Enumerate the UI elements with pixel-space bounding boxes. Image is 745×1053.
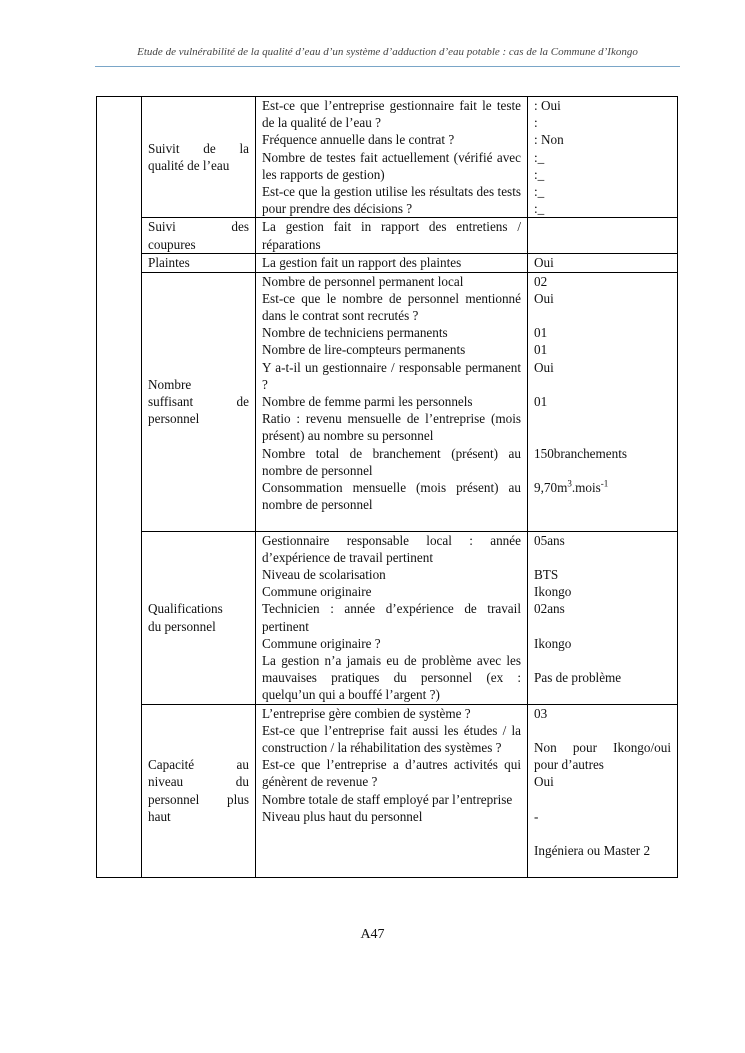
answer-line: Ingéniera ou Master 2 bbox=[534, 843, 651, 859]
category-cell bbox=[142, 254, 256, 272]
table-row bbox=[97, 97, 678, 218]
category-line: du personnel bbox=[148, 618, 216, 634]
answer-line: 150branchements bbox=[534, 445, 628, 461]
category-cell bbox=[142, 218, 256, 254]
category-line: personnel plus bbox=[148, 791, 249, 807]
answer-spacer bbox=[534, 462, 671, 479]
answer-spacer bbox=[534, 825, 671, 842]
category-line: Plaintes bbox=[148, 255, 190, 271]
answer-line: 05ans bbox=[534, 532, 565, 548]
question-cell: La gestion fait un rapport des plaintes bbox=[256, 254, 528, 272]
answer-line: :_ bbox=[534, 149, 545, 165]
blank-first-column bbox=[97, 97, 142, 878]
answer-cell bbox=[528, 97, 678, 218]
answer-line: BTS bbox=[534, 567, 559, 583]
answer-cell bbox=[528, 531, 678, 704]
category-line: personnel bbox=[148, 411, 200, 427]
answer-spacer bbox=[534, 376, 671, 393]
answer-spacer bbox=[534, 427, 671, 444]
answer-line: Oui bbox=[534, 255, 554, 271]
category-cell bbox=[142, 272, 256, 531]
answer-line: Oui bbox=[534, 290, 554, 306]
consumption-value: $9,70m^3.mois^{-1}$ bbox=[534, 478, 609, 495]
answer-cell bbox=[528, 272, 678, 531]
table-row bbox=[97, 704, 678, 877]
table-row bbox=[97, 531, 678, 704]
answer-spacer bbox=[534, 307, 671, 324]
question-cell: Nombre de personnel permanent local Est-ce que le nombre de personnel mentionné dans le contrat sont recrutés ? Nombre de techniciens permanents Nombre de lire-compteurs permanents Y a-t-il un gestionnaire / responsable permanent ? Nombre de femme parmi les personnels Ratio : revenu mensuelle de l’entreprise (mois présent) au nombre su personnel Nombre total de branchement (présent) au nombre de personnel Consommation mensuelle (mois présent) au nombre de personnel bbox=[256, 272, 528, 531]
category-cell bbox=[142, 97, 256, 218]
category-cell bbox=[142, 704, 256, 877]
answer-spacer bbox=[534, 722, 671, 739]
running-header: Etude de vulnérabilité de la qualité d’eau d’un système d’adduction d’eau potable : cas de la Commune d’Ikongo bbox=[137, 46, 638, 58]
answer-line: 01 bbox=[534, 342, 548, 358]
answer-line: Non pour Ikongo/oui bbox=[534, 740, 671, 756]
answer-line: 02 bbox=[534, 273, 548, 289]
answer-spacer bbox=[534, 618, 671, 635]
answer-spacer bbox=[534, 791, 671, 808]
category-line: niveau du bbox=[148, 774, 249, 790]
answer-line: Oui bbox=[534, 359, 554, 375]
answer-line: Ikongo bbox=[534, 584, 572, 600]
category-line: haut bbox=[148, 808, 171, 824]
question-cell: L’entreprise gère combien de système ? Est-ce que l’entreprise fait aussi les études / la construction / la réhabilitation des systèmes ? Est-ce que l’entreprise a d’autres activités qui génèrent de revenue ? Nombre totale de staff employé par l’entreprise Niveau plus haut du personnel bbox=[256, 704, 528, 877]
category-line: suffisant de bbox=[148, 394, 249, 410]
category-cell bbox=[142, 531, 256, 704]
table-row bbox=[97, 272, 678, 531]
table-row bbox=[97, 254, 678, 272]
category-line: Suivi des bbox=[148, 219, 249, 235]
answer-line: Pas de problème bbox=[534, 670, 622, 686]
category-line: Suivit de la bbox=[148, 141, 249, 156]
answer-line: 02ans bbox=[534, 601, 565, 617]
assessment-table bbox=[96, 96, 678, 878]
answer-line: 01 bbox=[534, 394, 548, 410]
category-line: Capacité au bbox=[148, 757, 249, 773]
header-rule bbox=[95, 66, 680, 67]
answer-spacer bbox=[534, 652, 671, 669]
answer-spacer bbox=[534, 549, 671, 566]
answer-line: : Oui bbox=[534, 98, 561, 113]
answer-line: :_ bbox=[534, 184, 545, 200]
question-cell: Est-ce que l’entreprise gestionnaire fait le teste de la qualité de l’eau ? Fréquence annuelle dans le contrat ? Nombre de testes fait actuellement (vérifié avec les rapports de gestion) Est-ce que la gestion utilise les résultats des tests pour prendre des décisions ? bbox=[256, 97, 528, 218]
category-line: Nombre bbox=[148, 376, 192, 392]
category-line: coupures bbox=[148, 236, 196, 252]
answer-line: Oui bbox=[534, 774, 554, 790]
answer-cell bbox=[528, 254, 678, 272]
answer-line: :_ bbox=[534, 166, 545, 182]
answer-line: 01 bbox=[534, 325, 548, 341]
question-cell: La gestion fait in rapport des entretiens / réparations bbox=[256, 218, 528, 254]
answer-line: : Non bbox=[534, 132, 564, 148]
table-row bbox=[97, 218, 678, 254]
answer-line: : bbox=[534, 115, 538, 131]
question-cell: Gestionnaire responsable local : année d’expérience de travail pertinent Niveau de scolarisation Commune originaire Technicien : année d’expérience de travail pertinent Commune originaire ? La gestion n’a jamais eu de problème avec les mauvaises pratiques du personnel (ex : quelqu’un qui a bouffé l’argent ?) bbox=[256, 531, 528, 704]
category-line: qualité de l’eau bbox=[148, 158, 230, 174]
answer-line: Ikongo bbox=[534, 635, 572, 651]
answer-line: - bbox=[534, 808, 539, 824]
answer-spacer bbox=[534, 410, 671, 427]
page-number: A47 bbox=[360, 927, 385, 942]
category-line: Qualifications bbox=[148, 601, 223, 617]
answer-line: pour d’autres bbox=[534, 757, 604, 773]
answer-cell bbox=[528, 704, 678, 877]
answer-cell bbox=[528, 218, 678, 254]
answer-line: :_ bbox=[534, 201, 545, 217]
answer-line: 03 bbox=[534, 705, 548, 721]
